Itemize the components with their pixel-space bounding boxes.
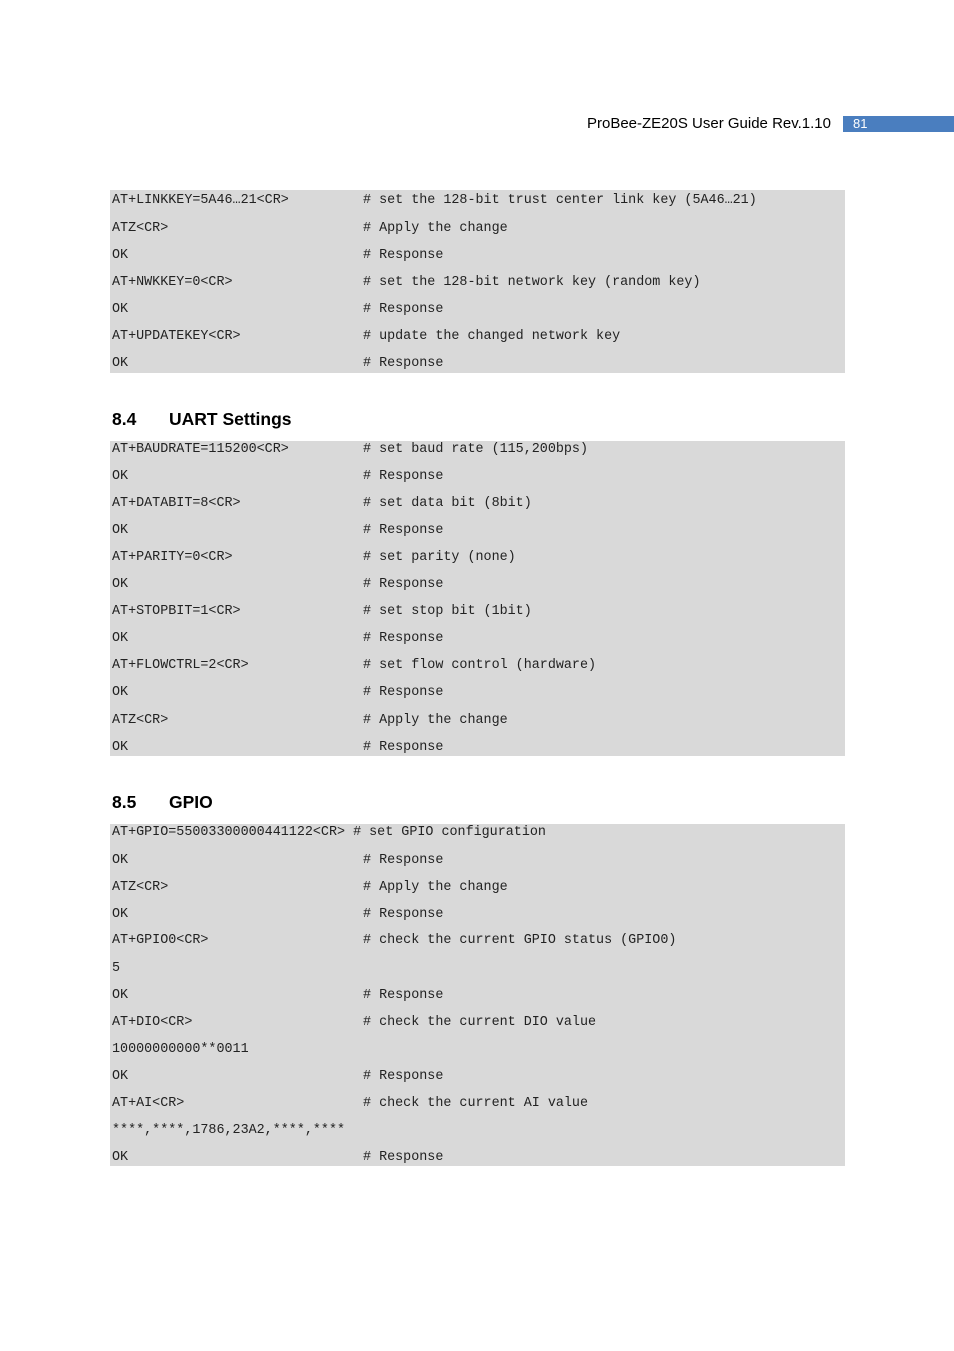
command-text: AT+PARITY=0<CR> — [112, 550, 233, 565]
section-number: 8.4 — [112, 409, 137, 429]
comment-text: # Response — [363, 685, 444, 700]
document-title: ProBee-ZE20S User Guide Rev.1.10 — [586, 115, 831, 132]
section-title: GPIO — [169, 792, 213, 812]
command-text: OK — [112, 577, 129, 592]
code-line — [112, 523, 444, 550]
comment-text: # Response — [363, 577, 444, 592]
command-text: ATZ<CR> — [112, 221, 169, 236]
comment-text: # Response — [363, 853, 444, 868]
code-line — [112, 907, 444, 934]
comment-text: # set flow control (hardware) — [363, 658, 597, 673]
command-text: OK — [112, 469, 129, 484]
comment-text: # check the current AI value — [363, 1096, 588, 1111]
code-line — [112, 933, 677, 960]
page-header — [0, 115, 954, 133]
command-text: AT+BAUDRATE=115200<CR> — [112, 442, 289, 457]
command-text: AT+GPIO=55003300000441122<CR> # set GPIO configuration — [112, 825, 546, 840]
code-line — [112, 356, 444, 383]
comment-text: # Response — [363, 988, 444, 1003]
comment-text: # update the changed network key — [363, 329, 621, 344]
code-line — [112, 961, 144, 988]
code-line — [112, 713, 508, 740]
command-text: 10000000000**0011 — [112, 1042, 249, 1057]
code-line — [112, 302, 444, 329]
command-text: AT+DIO<CR> — [112, 1015, 193, 1030]
command-text: OK — [112, 248, 129, 263]
code-line — [112, 604, 532, 631]
code-line — [112, 1069, 444, 1096]
section-title: UART Settings — [169, 409, 292, 429]
command-text: AT+UPDATEKEY<CR> — [112, 329, 241, 344]
section-number: 8.5 — [112, 792, 137, 812]
comment-text: # Response — [363, 356, 444, 371]
comment-text: # Response — [363, 248, 444, 263]
command-text: OK — [112, 853, 129, 868]
code-line — [112, 631, 444, 658]
comment-text: # check the current GPIO status (GPIO0) — [363, 933, 677, 948]
comment-text: # Response — [363, 740, 444, 755]
comment-text: # Apply the change — [363, 880, 508, 895]
command-text: OK — [112, 1069, 129, 1084]
comment-text: # Response — [363, 907, 444, 922]
code-line — [112, 496, 532, 523]
code-line — [112, 275, 701, 302]
comment-text: # set stop bit (1bit) — [363, 604, 532, 619]
code-line — [112, 825, 546, 852]
command-text: OK — [112, 907, 129, 922]
command-text: AT+LINKKEY=5A46…21<CR> — [112, 193, 289, 208]
code-line — [112, 658, 597, 685]
command-text: 5 — [112, 961, 121, 976]
comment-text: # Response — [363, 523, 444, 538]
command-text: OK — [112, 356, 129, 371]
code-line — [112, 880, 508, 907]
comment-text: # check the current DIO value — [363, 1015, 597, 1030]
code-block-uart — [110, 441, 845, 756]
code-line — [112, 988, 444, 1015]
command-text: OK — [112, 988, 129, 1003]
comment-text: # set the 128-bit network key (random key) — [363, 275, 701, 290]
code-line — [112, 853, 444, 880]
command-text: OK — [112, 685, 129, 700]
command-text: OK — [112, 740, 129, 755]
code-line — [112, 1123, 346, 1150]
command-text: AT+AI<CR> — [112, 1096, 185, 1111]
command-text: OK — [112, 1150, 129, 1165]
code-line — [112, 1150, 444, 1177]
command-text: AT+FLOWCTRL=2<CR> — [112, 658, 249, 673]
code-line — [112, 248, 444, 275]
command-text: ATZ<CR> — [112, 713, 169, 728]
code-line — [112, 442, 588, 469]
code-line — [112, 550, 516, 577]
comment-text: # Apply the change — [363, 713, 508, 728]
page-number-badge: 81 — [843, 116, 954, 132]
code-line — [112, 329, 621, 356]
code-line — [112, 469, 444, 496]
command-text: ATZ<CR> — [112, 880, 169, 895]
comment-text: # Apply the change — [363, 221, 508, 236]
comment-text: # set the 128-bit trust center link key (5A46…21) — [363, 193, 757, 208]
comment-text: # Response — [363, 302, 444, 317]
code-line — [112, 685, 444, 712]
comment-text: # set parity (none) — [363, 550, 516, 565]
command-text: OK — [112, 523, 129, 538]
comment-text: # Response — [363, 1150, 444, 1165]
command-text: AT+GPIO0<CR> — [112, 933, 209, 948]
comment-text: # set baud rate (115,200bps) — [363, 442, 588, 457]
code-line — [112, 221, 508, 248]
command-text: OK — [112, 302, 129, 317]
code-block-gpio — [110, 824, 845, 1166]
comment-text: # Response — [363, 1069, 444, 1084]
comment-text: # Response — [363, 469, 444, 484]
code-line — [112, 193, 757, 220]
comment-text: # Response — [363, 631, 444, 646]
command-text: AT+DATABIT=8<CR> — [112, 496, 241, 511]
command-text: AT+NWKKEY=0<CR> — [112, 275, 233, 290]
code-line — [112, 740, 444, 767]
command-text: OK — [112, 631, 129, 646]
code-line — [112, 1096, 588, 1123]
command-text: AT+STOPBIT=1<CR> — [112, 604, 241, 619]
comment-text: # set data bit (8bit) — [363, 496, 532, 511]
code-line — [112, 1015, 597, 1042]
code-line — [112, 1042, 249, 1069]
command-text: ****,****,1786,23A2,****,**** — [112, 1123, 346, 1138]
code-block-keys — [110, 190, 845, 373]
code-line — [112, 577, 444, 604]
